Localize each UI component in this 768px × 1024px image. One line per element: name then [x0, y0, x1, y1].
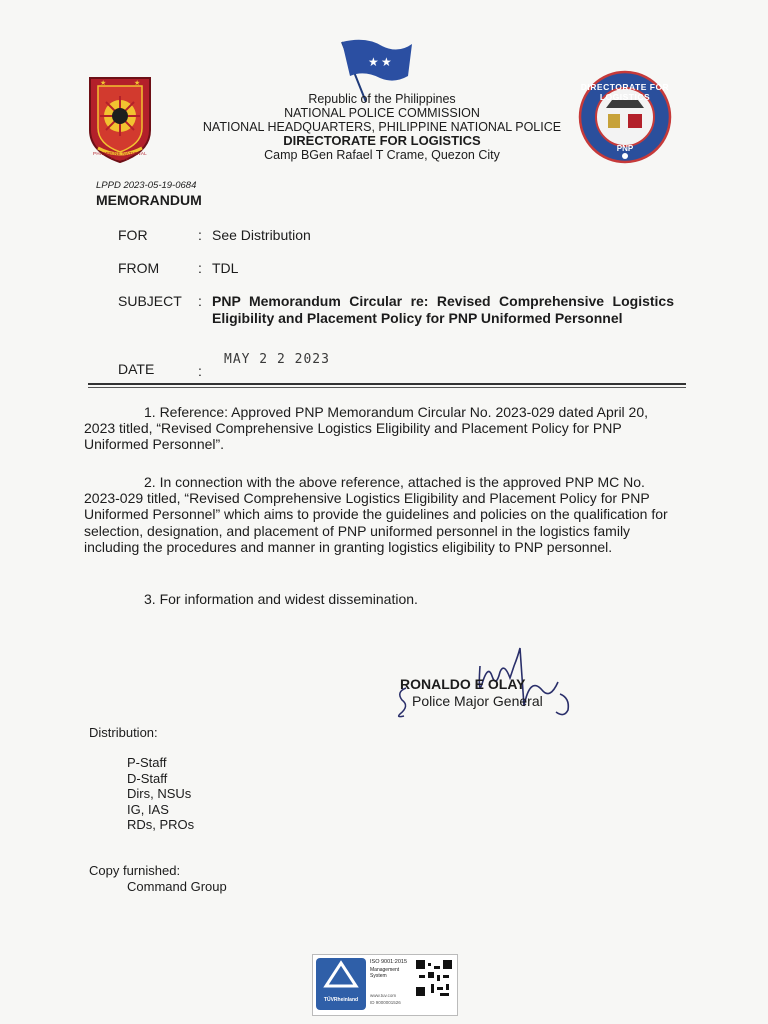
from-value: TDL — [212, 260, 239, 276]
distribution-list — [127, 755, 194, 833]
header-line-2: NATIONAL POLICE COMMISSION — [284, 106, 480, 120]
directorate-seal-bottom-text: PNP — [616, 144, 634, 153]
paragraph-1: 1. Reference: Approved PNP Memorandum Circular No. 2023-029 dated April 20, 2023 titled, “Revised Comprehensive Logistics Eligibility and Placement Policy for PNP Uniformed Personnel”. — [84, 404, 649, 453]
memo-reference: LPPD 2023-05-19-0684 — [96, 180, 197, 191]
header-line-3: NATIONAL HEADQUARTERS, PHILIPPINE NATIONAL POLICE — [202, 120, 562, 134]
svg-text:★: ★ — [368, 55, 379, 69]
header-line-1: Republic of the Philippines — [308, 92, 456, 106]
subject-value: PNP Memorandum Circular re: Revised Comprehensive Logistics Eligibility and Placement Policy for PNP Uniformed Personnel — [212, 293, 674, 326]
cert-system: Management System — [370, 967, 400, 979]
subject-label: SUBJECT — [118, 293, 182, 309]
divider-rule-thick — [88, 383, 686, 385]
distribution-label: Distribution: — [89, 725, 158, 740]
tuv-triangle-icon — [316, 958, 366, 992]
signatory-name: RONALDO E OLAY — [400, 676, 526, 692]
qr-code-icon — [416, 960, 452, 996]
tuv-brand: TÜVRheinland — [323, 997, 359, 1003]
list-item: Dirs, NSUs — [127, 786, 192, 801]
tuv-logo — [316, 958, 366, 1010]
list-item: D-Staff — [127, 770, 168, 786]
signatory-rank: Police Major General — [412, 693, 543, 709]
cert-iso: ISO 9001:2015 — [370, 959, 408, 965]
certification-badge — [312, 954, 458, 1016]
copy-furnished-label: Copy furnished: — [89, 863, 181, 878]
from-label: FROM — [118, 260, 160, 276]
list-item: IG, IAS — [127, 801, 169, 817]
directorate-seal-text: DIRECTORATE FOR LOGISTICS — [580, 82, 670, 102]
for-value: See Distribution — [212, 227, 311, 243]
for-colon: : — [198, 227, 202, 243]
copy-furnished-value: Command Group — [127, 879, 227, 894]
date-stamp: MAY 2 2 2023 — [224, 352, 330, 367]
header-line-5: Camp BGen Rafael T Crame, Quezon City — [264, 148, 500, 162]
list-item: P-Staff — [127, 755, 167, 770]
list-item: RDs, PROs — [127, 817, 195, 832]
pnp-seal-text: PHILIPPINE NATIONAL POLICE — [93, 151, 147, 161]
paragraph-3: 3. For information and widest dissemination. — [144, 591, 418, 607]
from-colon: : — [198, 260, 202, 276]
subject-colon: : — [198, 293, 202, 309]
letterhead — [160, 92, 604, 162]
for-label: FOR — [118, 227, 148, 243]
date-colon: : — [198, 363, 202, 379]
date-label: DATE — [118, 361, 155, 377]
svg-text:★: ★ — [100, 80, 107, 87]
cert-url: www.tuv.com — [370, 993, 397, 998]
memo-title: MEMORANDUM — [96, 192, 202, 208]
divider-rule-thin — [88, 387, 686, 388]
svg-text:★: ★ — [381, 55, 392, 69]
svg-text:★: ★ — [134, 80, 141, 87]
header-line-4: DIRECTORATE FOR LOGISTICS — [283, 133, 481, 148]
paragraph-2: 2. In connection with the above reference, attached is the approved PNP MC No. 2023-029 titled, “Revised Comprehensive Logistics Eligibility and Placement Policy for PNP Uniformed Personnel” which aims to provide the guidelines and policies on the qualification for selection, designation, and placement of PNP uniformed personnel in the logistics family including the procedures and manner in granting logistics eligibility to PNP personnel. — [84, 474, 668, 555]
cert-id: ID 9000001526 — [370, 1000, 401, 1005]
